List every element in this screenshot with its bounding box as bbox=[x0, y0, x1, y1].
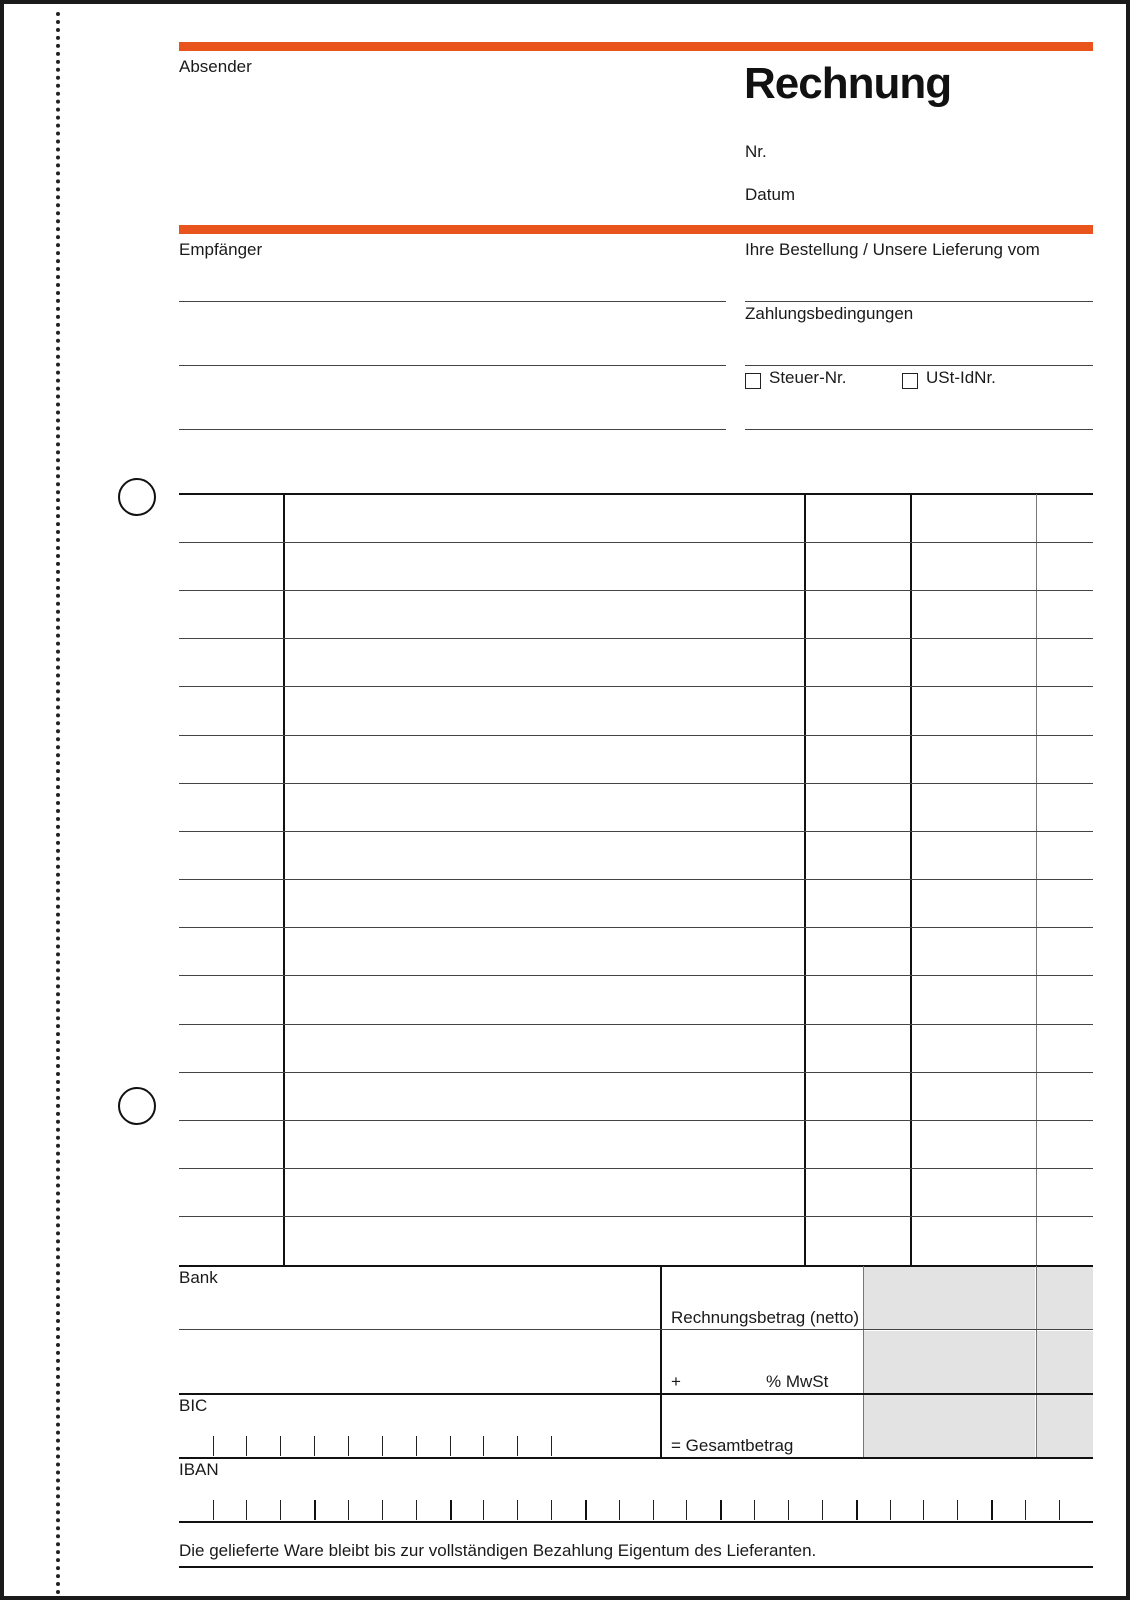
iban-char-tick bbox=[551, 1500, 552, 1520]
header-orange-bar bbox=[179, 42, 1093, 51]
net-amount-label: Rechnungsbetrag (netto) bbox=[671, 1308, 860, 1327]
recipient-line-3[interactable] bbox=[179, 429, 726, 430]
table-divider-cents bbox=[1036, 494, 1037, 1266]
iban-group-tick bbox=[314, 1500, 316, 1520]
bank-line-2[interactable] bbox=[179, 1393, 1093, 1395]
table-row-line[interactable] bbox=[179, 879, 1093, 880]
net-amount-cents-field[interactable] bbox=[1037, 1267, 1093, 1329]
iban-char-tick bbox=[686, 1500, 687, 1520]
bic-field-line[interactable] bbox=[179, 1457, 1093, 1459]
iban-char-tick bbox=[754, 1500, 755, 1520]
table-divider-2 bbox=[804, 494, 806, 1266]
invoice-title: Rechnung bbox=[744, 59, 952, 108]
bic-char-tick bbox=[348, 1436, 349, 1456]
table-divider-1 bbox=[283, 494, 285, 1266]
table-row-line[interactable] bbox=[179, 927, 1093, 928]
bic-label: BIC bbox=[179, 1396, 208, 1415]
order-delivery-label: Ihre Bestellung / Unsere Lieferung vom bbox=[745, 240, 1040, 259]
plus-sign: + bbox=[671, 1372, 681, 1391]
recipient-orange-bar bbox=[179, 225, 1093, 234]
iban-char-tick bbox=[213, 1500, 214, 1520]
iban-group-tick bbox=[720, 1500, 722, 1520]
totals-divider bbox=[660, 1266, 662, 1458]
table-row-line[interactable] bbox=[179, 638, 1093, 639]
table-top-border bbox=[179, 493, 1093, 495]
ownership-note: Die gelieferte Ware bleibt bis zur vollständigen Bezahlung Eigentum des Lieferanten. bbox=[179, 1541, 817, 1560]
table-row-line[interactable] bbox=[179, 1216, 1093, 1217]
iban-char-tick bbox=[1059, 1500, 1060, 1520]
payment-terms-line[interactable] bbox=[745, 365, 1093, 366]
sender-label: Absender bbox=[179, 57, 252, 76]
iban-group-tick bbox=[856, 1500, 858, 1520]
iban-char-tick bbox=[890, 1500, 891, 1520]
iban-char-tick bbox=[653, 1500, 654, 1520]
bic-char-tick bbox=[416, 1436, 417, 1456]
tax-number-label: Steuer-Nr. bbox=[769, 368, 847, 387]
table-row-line[interactable] bbox=[179, 783, 1093, 784]
vat-id-checkbox[interactable] bbox=[902, 373, 918, 389]
iban-group-tick bbox=[585, 1500, 587, 1520]
vat-percent-label: % MwSt bbox=[766, 1372, 829, 1391]
table-divider-3 bbox=[910, 494, 912, 1266]
totals-amount-divider bbox=[863, 1266, 864, 1458]
footer-line bbox=[179, 1566, 1093, 1568]
recipient-line-2[interactable] bbox=[179, 365, 726, 366]
perforation-line bbox=[56, 12, 64, 1596]
iban-char-tick bbox=[483, 1500, 484, 1520]
order-delivery-line[interactable] bbox=[745, 301, 1093, 302]
bic-char-tick bbox=[450, 1436, 451, 1456]
punch-hole-bottom bbox=[118, 1087, 156, 1125]
iban-char-tick bbox=[246, 1500, 247, 1520]
recipient-line-1[interactable] bbox=[179, 301, 726, 302]
recipient-label: Empfänger bbox=[179, 240, 263, 259]
iban-field-line[interactable] bbox=[179, 1521, 1093, 1523]
iban-label: IBAN bbox=[179, 1460, 219, 1479]
vat-id-label: USt-IdNr. bbox=[926, 368, 996, 387]
table-row-line[interactable] bbox=[179, 542, 1093, 543]
bic-char-tick bbox=[246, 1436, 247, 1456]
total-amount-field[interactable] bbox=[864, 1395, 1035, 1457]
table-row-line[interactable] bbox=[179, 1024, 1093, 1025]
bank-line-1[interactable] bbox=[179, 1329, 1093, 1330]
iban-char-tick bbox=[619, 1500, 620, 1520]
vat-amount-cents-field[interactable] bbox=[1037, 1331, 1093, 1393]
bic-char-tick bbox=[213, 1436, 214, 1456]
totals-cents-divider bbox=[1036, 1266, 1037, 1458]
table-row-line[interactable] bbox=[179, 1120, 1093, 1121]
bic-char-tick bbox=[280, 1436, 281, 1456]
iban-char-tick bbox=[788, 1500, 789, 1520]
iban-char-tick bbox=[517, 1500, 518, 1520]
iban-char-tick bbox=[416, 1500, 417, 1520]
bic-char-tick bbox=[517, 1436, 518, 1456]
total-amount-label: = Gesamtbetrag bbox=[671, 1436, 794, 1455]
table-row-line[interactable] bbox=[179, 831, 1093, 832]
table-row-line[interactable] bbox=[179, 735, 1093, 736]
iban-char-tick bbox=[957, 1500, 958, 1520]
vat-amount-field[interactable] bbox=[864, 1331, 1035, 1393]
iban-group-tick bbox=[450, 1500, 452, 1520]
invoice-number-label: Nr. bbox=[745, 142, 767, 161]
invoice-date-label: Datum bbox=[745, 185, 796, 204]
bic-char-tick bbox=[483, 1436, 484, 1456]
payment-terms-label: Zahlungsbedingungen bbox=[745, 304, 914, 323]
table-row-line[interactable] bbox=[179, 1072, 1093, 1073]
table-row-line[interactable] bbox=[179, 975, 1093, 976]
iban-group-tick bbox=[991, 1500, 993, 1520]
iban-char-tick bbox=[348, 1500, 349, 1520]
bic-char-tick bbox=[314, 1436, 315, 1456]
table-row-line[interactable] bbox=[179, 1168, 1093, 1169]
bic-char-tick bbox=[382, 1436, 383, 1456]
bank-label: Bank bbox=[179, 1268, 218, 1287]
bic-char-tick bbox=[551, 1436, 552, 1456]
iban-char-tick bbox=[382, 1500, 383, 1520]
iban-char-tick bbox=[822, 1500, 823, 1520]
table-row-line[interactable] bbox=[179, 686, 1093, 687]
tax-number-checkbox[interactable] bbox=[745, 373, 761, 389]
iban-char-tick bbox=[923, 1500, 924, 1520]
total-amount-cents-field[interactable] bbox=[1037, 1395, 1093, 1457]
table-row-line[interactable] bbox=[179, 590, 1093, 591]
tax-id-line[interactable] bbox=[745, 429, 1093, 430]
punch-hole-top bbox=[118, 478, 156, 516]
iban-char-tick bbox=[1025, 1500, 1026, 1520]
net-amount-field[interactable] bbox=[864, 1267, 1035, 1329]
iban-char-tick bbox=[280, 1500, 281, 1520]
